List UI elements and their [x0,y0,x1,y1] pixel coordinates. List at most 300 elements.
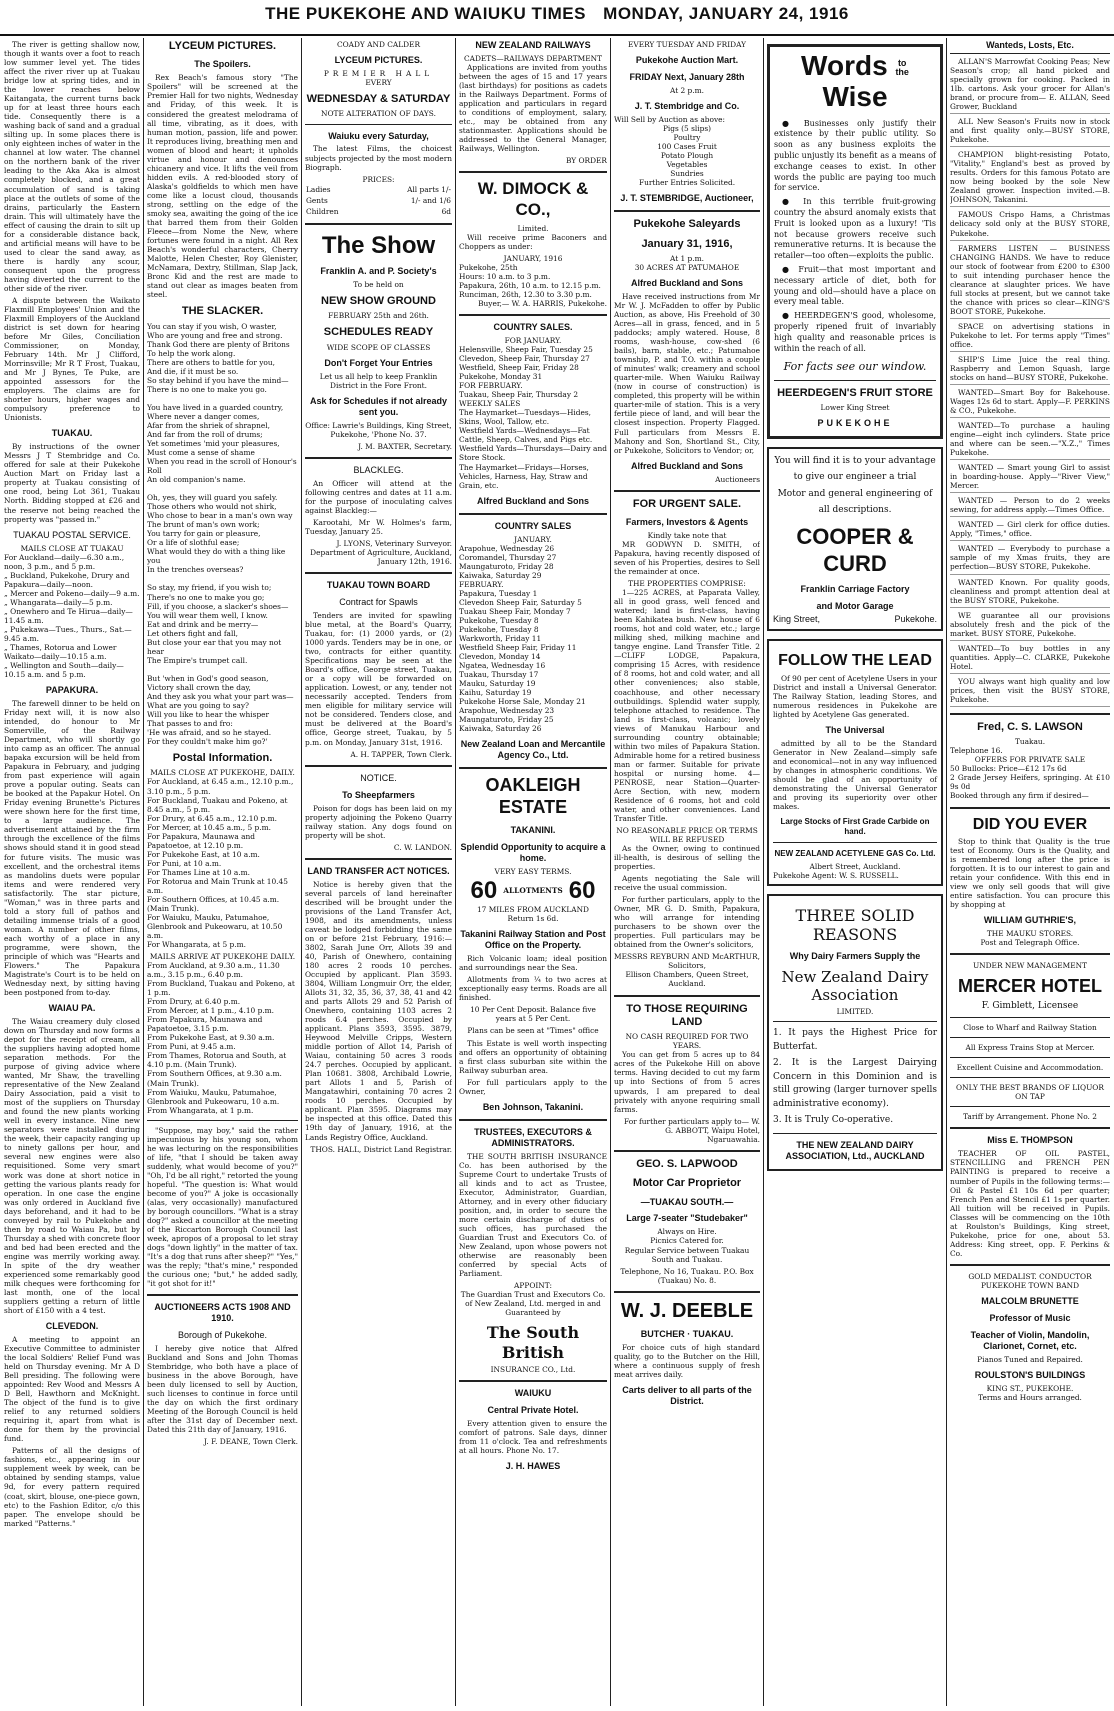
alfred-buckland: Alfred Buckland and Sons [476,495,590,506]
pukekohe-saleyards: Pukekohe Saleyards [633,218,741,231]
three-reasons: THREE SOLID REASONS [795,905,915,945]
country-sales-month: FOR JANUARY. [504,336,562,346]
reason-item: 2. It is the Largest Dairying Concern in this Dominion and is still growing (larger turnover spells administrative economy). [773,1058,937,1109]
heerdegen-store: HEERDEGEN'S FRUIT STORE [777,386,933,399]
heerdegen-address: Lower King Street [820,403,890,413]
signature-deane: J. F. DEANE, Town Clerk. [204,1437,298,1447]
oakleigh-return: Return 1s 6d. [507,914,559,924]
words-to-wise-title: Words to the Wise [801,50,909,112]
brunette: MALCOLM BRUNETTE [981,1295,1079,1306]
classified-ad: SHIP'S Lime Juice the real thing. Raspberry and Lemon Squash, large stocks on hand—BUSY STORE, Pukekohe. [950,355,1110,385]
oakleigh-terms: VERY EASY TERMS. [494,866,572,876]
subheading-borough: Borough of Pukekohe. [177,1330,268,1341]
list-item: From Southern Offices, at 9.30 a.m. (Main Trunk). [147,1069,282,1088]
no-cash: NO CASH REQUIRED FOR TWO YEARS. [625,1032,749,1051]
article-papakura: The farewell dinner to be held on Friday next will, it is now also intended, do honour to Mr Somerville, of the Railway Department, who will shortly go into camp as an officer. The annual bapaka excursion will be held from Papakura in February, and judging from past experience will again prove a popular outing. Seats can be booked at the Papakur Hotel. On Friday evening Brunette's Pictures were shown here for the first time, to a large audience. The advertisement attained by the firm through the excellence of the films shows should stand it in good stead for future visits. The music was excellent, and the orchestral items as mandolins duets were popular items and were rendered very satisfactorily. The star picture, "Woman," was in three parts and told a story full of pathos and detailing immense trials of a good woman. A number of other films, each worthy of a place in any programme, were shown, the principle of which was "Hearts and Flowers." The Papakura Magistrate's Court is to be held on Wednesday next, by sitting having been postponed from to-day. [4,698,140,997]
premier-hall: PREMIER HALL [323,69,434,78]
did-you-ever-text: Stop to think that Quality is the true test of Economy. Ours is the Quality, and is remembered long after the price is forgotten. It is to our interest to gain and retain your confidence. With this end in view we only sell goods that will give entire satisfaction. You can procure this by shopping at [950,837,1110,910]
stembridge: J. T. Stembridge and Co. [634,101,740,111]
note-alteration: NOTE ALTERATION OF DAYS. [321,109,436,119]
saleyards-acres: 30 ACRES AT PATUMAHOE [634,263,740,273]
telephone: Telephone, No 16, Tuakau. P.O. Box (Tuakau) No. 8. [620,1266,754,1285]
list-item: Hours: 10 a.m. to 3 p.m. [459,271,551,281]
list-item: FEBRUARY. [459,579,504,589]
list-item: Vegetables [666,160,708,170]
list-item: Clevedon, Monday 14 [459,651,541,661]
oakleigh-deposit: 10 Per Cent Deposit. Balance five years at 5 Per Cent. [470,1005,596,1024]
no-cash-text: You can get from 5 acres up to 84 acres of the Pukekohe Hill on above terms. Having decided to cut my farm up into Sections of from 5 acres upwards, I am prepared to deal privately with anyone requiring small farms. [614,1050,760,1114]
lawson-items [950,764,1110,800]
poem-line: There is no one to make you go. [147,384,267,394]
facts-window: For facts see our window. [783,360,927,374]
prices-heading: PRICES: [362,174,395,184]
railways-text: Applications are invited from youths between the ages of 15 and 17 years (last birthdays) for positions as cadets in the Railways Department. Forms of application and particulars in regard to conditions of employment, salary, etc., may be obtained from any stationmaster. Applications should be addressed to the General Manager, Railways, Wellington. [459,63,607,154]
poem-line: Will you like to hear the whisper [147,709,270,719]
poem-line: Or a life of slothful ease; [147,538,240,548]
blackleg-text: An Officer will attend at the following centres and dates at 11 a.m. for the purpose of inoculating calves against Blackleg:— [305,478,452,515]
column-local-news [4,40,140,1708]
classified-ad: WE guarantee all our provisions absolutely fresh and the pick of the market. BUSY STORE, Pukekohe. [950,611,1110,641]
subheading-sheepfarmers: To Sheepfarmers [342,789,415,800]
words-to-wise-ad [767,44,943,439]
mauku-stores: THE MAUKU STORES. [986,929,1074,939]
classified-ad: WANTED—To buy bottles in any quantities. Apply—C. CLARKE, Pukekohe Hotel. [950,644,1110,674]
post-office: Post and Telegraph Office. [980,938,1080,948]
thompson: Miss E. THOMPSON [987,1135,1073,1146]
universal: The Universal [825,725,885,736]
column-railways-sales [459,40,607,1708]
motor-car: Motor Car Proprietor [632,1177,742,1190]
poem-line: Where never a danger comes, [147,411,260,421]
paper-title: THE PUKEKOHE AND WAIUKU TIMES [265,4,586,23]
hotel-waiuku: WAIUKU [514,1388,552,1399]
south-british-insurance: INSURANCE CO., Ltd. [490,1365,576,1375]
those-requiring-land: TO THOSE REQUIRING LAND [626,1002,748,1028]
poem-line: Must come a sense of shame [147,448,255,457]
heerdegen-town: PUKEKOHE [817,418,893,429]
cooper-curd-town: Pukekohe. [894,614,937,625]
list-item: Tuakau, Thursday 17 [459,670,539,679]
column-rule [946,38,947,1706]
south-british-name: The South British [486,1323,580,1362]
oakleigh-opportunity: Splendid Opportunity to acquire a home. [460,842,606,863]
oakleigh-plans: Plans can be seen at "Times" office [467,1026,599,1036]
column-rule [143,38,144,1706]
list-item: Westfield, Sheep Fair, Friday 28 [459,363,579,373]
list-item: For Auckland—daily—6.30 a.m., noon, 3 p.m., and 5 p.m. [4,552,125,571]
oakleigh-allotments: Allotments from ¼ to two acres at exceptionally easy terms. Roads are all finished. [459,975,607,1003]
urgent-sale: FOR URGENT SALE. [632,497,742,510]
heading-auctioneers-acts: AUCTIONEERS ACTS 1908 AND 1910. [154,1302,291,1324]
heading-lyceum-pictures: LYCEUM PICTURES. [168,40,277,52]
follow-lead: FOLLOW THE LEAD [778,652,932,670]
list-item: 2 Grade Jersey Heifers, springing. At £10 9s 0d [950,773,1110,792]
list-item: Mauku, Saturday 19 [459,679,536,689]
classified-ad: CHAMPION blight-resisting Potato, "Vitality," England's best as proved by results. Orders for this famous Potato are now being booked by the sole New Zealand grower. Inspection invited.—B. JOHNSON, Takanini. [950,150,1110,207]
bullet-paragraph: ● HEERDEGEN'S good, wholesome, properly ripened fruit of invariably high quality and reasonable prices is within the reach of all. [774,311,936,353]
nzda-limited: LIMITED. [836,1007,874,1017]
list-item: Coromandel, Thursday 27 [459,552,557,562]
heading-nz-railways: NEW ZEALAND RAILWAYS [475,40,591,50]
list-item: From Waiuku, Mauku, Patumahoe, Glenbrook and Pukeowaru, 10 a.m. [147,1087,280,1106]
why-dairy: Why Dairy Farmers Supply the [789,950,921,961]
solicitors: Solicitors, [668,961,706,971]
table-row: Gents 1/- and 1/6 [306,195,451,205]
list-item: Kaiwaka, Saturday 26 [459,724,542,734]
dimock-text: Will receive prime Baconers and Choppers as under: [459,232,607,251]
classified-ad: FARMERS LISTEN — BUSINESS CHANGING HANDS. We have to reduce our stock of footwear from £200 to £300 to suit intending purchaser hence the clearance at slaughter prices. We have full stocks at present, but we cannot take the chance with prices so clear—KING'S BOOT STORE, Pukekohe. [950,244,1110,319]
hall-signature: THOS. HALL, District Land Registrar. [310,1144,452,1154]
list-item: For Whangarata, at 5 p.m. [147,940,246,950]
further-entries: Further Entries Solicited. [638,178,736,188]
best-brands: ONLY THE BEST BRANDS OF LIQUOR ON TAP [956,1083,1104,1102]
professor-music: Professor of Music [989,1312,1071,1323]
heading-country-sales: COUNTRY SALES. [493,322,573,333]
properties-heading: THE PROPERTIES COMPRISE: [628,579,746,589]
reason-item: 3. It is Truly Co-operative. [773,1115,894,1126]
dimock-buyer: Buyer,— W. A. HARRIS, Pukekohe. [478,299,607,309]
auction-mart: Pukekohe Auction Mart. [635,55,739,66]
poem-line: What are you going to say? [147,700,249,710]
agents-text: Agents negotiating the Sale will receive the usual commission. [614,874,760,893]
masthead [0,0,1114,36]
hotel-text: Every attention given to ensure the comfort of patrons. Sale days, dinner from 11 o'clock. Tea and refreshments at all hours. Phone No. 17. [459,1419,607,1456]
heading-tuakau: TUAKAU. [51,428,93,439]
wide-scope: WIDE SCOPE OF CLASSES [326,342,431,352]
list-item: „ Onewhero and Te Hirua—daily—11.45 a.m. [4,606,133,625]
list-tuakau-postal [4,553,140,679]
list-item: From Thames, Rotorua and South, at 4.10 p.m. (Main Trunk). [147,1051,287,1070]
heading-wanteds: Wanteds, Losts, Etc. [950,40,1110,54]
poem-line: Fill, if you choose, a slacker's shoes— [147,601,289,611]
bullet-paragraph: ● Fruit—that most important and necessary article of diet, both for young and old—should have a place on every meal table. [774,264,936,307]
list-item: For Pukekohe East, at 10 a.m. [147,849,260,859]
article-jokes: "Suppose, may boy," said the rather impecunious by his young son, whom he was lecturing on the responsibilities of life, "that I should be taken away suddenly, what would become of you?" "Oh, I'd be all right," retorted the young hopeful. "The question is: What would become of you?" A joke is occasionally (alas, very occasionally) manufactured by borough councillors. "What is a stray dog?" asked a councillor at the meeting of the Riccarton Borough Council last week, apropos of a proposal to let stray dogs "down lightly" in the matter of tax. "It's a dog that runs after sheep?" "Yes," was the reply; "that's mine," responded the curious one; "but," he added sadly, "it got shot for it!" [147,1125,298,1289]
oakleigh-station: Takanini Railway Station and Post Office on the Property. [460,929,606,951]
nzda-auckland: THE NEW ZEALAND DAIRY ASSOCIATION, Ltd., AUCKLAND [785,1139,925,1161]
held-on: To be held on [353,279,404,289]
list-item: For Thames Line at 10 a.m. [147,867,251,877]
list-item: From Buckland, Tuakau and Pokeno, at 1 p.m. [147,979,295,998]
saleyards-time: At 1 p.m. [669,254,704,263]
gimblett: F. Gimblett, Licensee [981,1001,1079,1012]
list-item: Runciman, 26th, 12.30 to 3.30 p.m. [459,290,592,300]
auctioneers-label: Auctioneers [715,474,760,484]
country-sales-list [459,345,607,490]
dimock-schedule [459,263,607,299]
schedules-ready: SCHEDULES READY [323,326,434,339]
list-item: For Buckland, Tuakau and Pokeno, at 8.45 a.m., 5 p.m. [147,795,288,814]
let-us: Let us all help to keep Franklin District in the Fore Front. [319,371,438,390]
list-item: For Mercer, at 10.45 a.m., 5 p.m. [147,822,271,832]
poem-line: Afar from the shriek of shrapnel, [147,420,271,430]
poem-line [147,574,298,583]
column-display-ads [767,40,943,1708]
abbott-text: For further particulars apply to— W. G. ABBOTT, Waipu Hotel, Ngaruawahia. [624,1116,760,1144]
universal-text: admitted by all to be the Standard Generator in New Zealand—simply safe and economical—not in any way influenced by changes in atmospheric conditions. We should be glad of an opportunity of demonstrating the Universal Generator and proving its superiority over other makes. [773,739,937,812]
list-mails-arrive [147,961,298,1115]
heading-papakura: PAPAKURA. [45,685,99,695]
follow-text: Of 90 per cent of Acetylene Users in your District and install a Universal Generator. The Railway Station, leading Stores, and numerous residences in Pukekohe are lighted by Acetylene Gas generated. [773,673,937,720]
heading-blackleg: BLACKLEG. [353,464,404,475]
heading-tuakau-town-board: TUAKAU TOWN BOARD [326,580,431,591]
article-river: The river is getting shallow now, though it wants over a foot to reach low summer level yet. The tides affect the river river up at Tuakau bridge low at spring tides, and in the lower reaches below Kaitangata, the current turns back up for at least three hours each tide. Consequently there is a washing back of sand and a gradual silting up. In some places there is only eighteen inches of water in the channel at low water. The channel on the northern bank of the river leading to the Aka Aka is almost completely blocked, and a great accumulation of sand is taking place at the outlets of some of the drains, particularly the Eastern drain. This will ultimately have the effect of causing the drain to silt up for a considerable distance back, and artificial means will have to be used to clear the sand away, as there is hardly any scour, consequent upon the progress having diverted the current to the other side of the river. [4,40,140,293]
tuakau-south: —TUAKAU SOUTH.— [640,1196,734,1207]
close-wharf: Close to Wharf and Railway Station [963,1023,1097,1033]
appoint-label: APPOINT: [514,1281,552,1291]
heading-spoilers: The Spoilers. [194,59,251,70]
list-item: The Haymarket—Fridays—Horses, Vehicles, Harness, Hay, Straw and Grain, etc. [459,462,589,490]
poem-line: 'He was afraid, and so he stayed. [147,727,272,737]
list-item: Warkworth, Friday 11 [459,633,542,643]
poem-line: Oh, yes, they will guard you safely. [147,493,278,503]
list-item: Helensville, Sheep Fair, Tuesday 25 [459,345,593,355]
the-show-title: The Show [321,231,436,259]
list-item: For Puni, at 10 a.m. [147,858,222,868]
lawson-offers: OFFERS FOR PRIVATE SALE [974,755,1086,765]
poem-line: And far from the roll of drums; [147,429,263,439]
dimock-title: W. DIMOCK & CO., [477,179,589,220]
country-sales-2-month: JANUARY. [514,534,552,544]
oakleigh-owner: Ben Johnson, Takanini. [482,1101,584,1112]
list-item: Arapohue, Wednesday 26 [459,543,555,553]
list-item: Clevedon, Sheep Fair, Thursday 27 [459,354,590,364]
terms-hours: Terms and Hours arranged. [978,1392,1082,1402]
poem-line: You can stay if you wish, O waster, [147,321,277,331]
allotments-word: ALLOTMENTS [503,886,563,896]
tapper-signature: A. H. TAPPER, Town Clerk. [350,749,452,759]
by-order: BY ORDER [565,156,607,166]
poem-line: When you read in the scroll of Honour's Roll [147,457,297,476]
studebaker: Large 7-seater "Studebaker" [626,1213,748,1224]
poem-line: Let others fight and fall, [147,628,239,638]
further-particulars: For further particulars, apply to the Owner, MR G. D. Smith, Papakura, who will arrange for intending purchasers to be shown over the properties. Full particulars may be obtained from the Owner's solicitors, [614,895,760,950]
every-label: EVERY [365,78,392,88]
list-item: Poultry [673,133,701,143]
land-transfer-text: Notice is hereby given that the several parcels of land hereinafter described will be brought under the provisions of the Land Transfer Act, 1908, and its amendments, unless caveat be lodged forbidding the same on or before 21st February, 1916:— 3802, Sarah June Orr, Allots 39 and 40, Parish of Onewhero, containing 180 acres 2 roods 10 perches. Occupied by applicant. Plan 3593. 3804, William Longmuir Orr, the elder, Allots 31, 32, 35, 36, 37, 38, 41 and 42 and parts Allots 29 and 52 Parish of Onewhero, containing 1103 acres 2 roods 6.4 perches. Occupied by applicant. Plans 3593, 3595. 3879, Heywood Melville Cripps, Western middle portion of Allot 14, Parish of Waiau, containing 50 acres 3 roods 24.7 perches. Occupied by applicant. Plan 10681. 3808, Archibald Lowrie, part Allots 1 and 5, Parish of Mangatawhiri, containing 70 acres 2 roods 10 perches. Occupied by applicant. Plan 3595. Diagrams may be inspected at this office. Dated this 19th day of January, 1916, at the Lands Registry Office, Auckland. [305,879,452,1142]
hawes-name: J. H. HAWES [505,1461,561,1472]
nz-acetylene-address: Albert Street, Auckland. [809,861,901,871]
poem-line: Victory shall crown the day, [147,682,251,692]
cooper-curd-factory: Franklin Carriage Factory [800,583,910,594]
list-item: 100 Cases Fruit [657,142,717,152]
column-rule [455,38,456,1706]
poem-line: Yet sometimes 'mid your pleasures, [147,438,280,448]
oakleigh-miles: 17 MILES FROM AUCKLAND [476,905,589,915]
guardian-text: The Guardian Trust and Executors Co. of New Zealand, Ltd. merged in and Guaranteed by [460,1290,606,1318]
regular-service: Regular Service between Tuakau South and Tuakau. [624,1245,750,1264]
baxter-signature: J. M. BAXTER, Secretary. [358,441,452,451]
cooper-curd-garage: and Motor Garage [816,600,894,611]
reyburn: MESSRS REYBURN AND McARTHUR, [614,952,760,962]
poem-line: You will wear them well, I know. [147,610,268,620]
list-item: „ Whangarata—daily—5 p.m. [4,597,113,607]
tenders-text: Tenders are invited for spawling blue metal, at the Board's Quarry, Tuakau, for: (1) 2000 yards, or (2) 1000 yards. Tenders may be in one, or two, contracts for either quantity. Specifications may be seen at the Board's office, George street, Tuakau, or a copy will be forwarded on application. Lowest, or any, tender not necessarily accepted. Tenders from men eligible for military service will not be considered. Tenders close, and must be delivered at the Board's office, George street, Tuakau, by 5 p.m. on Monday, January 31st, 1916. [305,611,452,747]
pianos-tuned: Pianos Tuned and Repaired. [977,1354,1083,1364]
poem-line: But 'when in God's good season, [147,673,269,683]
list-item: Sundries [670,169,704,179]
acetylene-ad [767,639,943,885]
south-british-text: THE SOUTH BRITISH INSURANCE Co. has been authorised by the Supreme Court to undertake Trusts of all kinds and to act as Trustee, Executor, Administrator, Guardian, Attorney, and in every other fiduciary position, and, in order to secure the more certain discharge of duties of such offices, has purchased the Guardian Trust and Executors Co. of New Zealand, upon whose powers not otherwise are reasonably been conferred by special Acts of Parliament. [459,1151,607,1279]
classified-ad: ALL New Season's Fruits now in stock and first quality only.—BUSY STORE, Pukekohe. [950,117,1110,147]
cooper-curd-street: King Street, [773,614,821,625]
classified-list [950,57,1110,707]
bullet-paragraph: ● In this terrible fruit-growing country the absurd anomaly exists that Fruit is looked upon as a luxury! 'Tis not because growers receive such remunerative returns. It is because the retailer—too often—exploits the public. [774,197,936,261]
poem-line: An old companion's name. [147,475,246,485]
classified-ad: WANTED Known. For quality goods, cleanliness and prompt attention deal at the BUSY STORE, Pukekohe. [950,578,1110,608]
ask-schedules: Ask for Schedules if not already sent you. [309,395,448,417]
table-row: Children 6d [306,206,451,216]
stembridge-auctioneer: J. T. STEMBRIDGE, Auctioneer, [620,193,754,204]
list-item: Westfield Yards—Thursdays—Dairy and Store Stock. [459,444,607,463]
lawson-telephone: Telephone 16. [950,746,1003,756]
list-item: For Southern Offices, at 10.45 a.m. (Main Trunk). [147,894,280,913]
show-dates: FEBRUARY 25th and 26th. [328,311,429,321]
heading-trustees: TRUSTEES, EXECUTORS & ADMINISTRATORS. [474,1126,592,1148]
thompson-text: TEACHER OF OIL PASTEL, STENCILLING and FRENCH PEN PAINTING is prepared to receive a number of Pupils in the following terms:—Oil & Pastel £1 10s 6d per quarter; French Pen and Stencil £1 1s per quarter. All tuition will be received in Pupils. Classes will be commencing on the 10th at Roulston's Buildings, King street, Pukekohe, price for one, about 53. Address: King street, opp. F. Perkins & Co. [950,1149,1110,1258]
list-item: „ Wellington and South—daily—10.15 a.m. and 5 p.m. [4,660,124,679]
subheading-mails-close: MAILS CLOSE AT PUKEKOHE, DAILY. [150,768,295,778]
notice-text: Poison for dogs has been laid on my property adjoining the Pokeno Quarry railway station. Any dogs found on property will be shot. [305,803,452,840]
lyons-signature: J. LYONS, Veterinary Surveyor. Department of Agriculture, Auckland, January 12th, 1916. [310,539,452,567]
classified-ad: WANTED — Person to do 2 weeks sewing, for address apply.—Times Office. [950,496,1110,517]
poem-line [147,484,298,493]
tariff: Tariff by Arrangement. Phone No. 2 [963,1112,1097,1122]
properties-text: 1—225 ACRES, at Paparata Valley, all in good grass, well fenced and watered; land is first-class, having been Kahikatea bush. New house of 6 rooms, hot and cold water, etc.; large milking shed, milking machine and tangye engine. Land Transfer Title. 2—CLIFF LODGE, Papakura, comprising 15 Acres, with residence of 8 rooms, hot and cold water, and all other conveniences; also stable, coachhouse, and other necessary outbuildings. Splendid water supply, telephone attached to residence. The land is first-class, volcanic; lovely views of Manukau Harbour and surrounding country obtainable; within two miles of Papakura Station. Admirable home for a retired business man or farmer. Suitable for private hospital or nursing home. 4—PENROSE, near Station—Quarter-Acre Section, with new, modern Residence of 6 rooms, hot and cold water, and other conveniences. Land Transfer Title. [614,588,760,823]
list-item: Potato Plough [660,151,714,161]
guthrie: WILLIAM GUTHRIE'S, [983,915,1077,926]
list-item: Pukekohe, Tuesday 8 [459,624,539,634]
list-item: Tuakau Sheep Fair, Monday 7 [459,606,571,616]
notice-auctioneers: I hereby give notice that Alfred Buckland and Sons and John Thomas Stembridge, who both have a place of business in the above Borough, have been duly licensed to sell by Auction, such licenses to continue in force until the day on which the first ordinary Meeting of the Borough Council is held after the 31st day of December next. Dated this 21th day of January, 1916. [147,1344,298,1435]
ellison: Ellison Chambers, Queen Street, Auckland. [625,970,749,989]
article-spoilers: Rex Beach's famous story "The Spoilers" will be screened at the Premier Hall for two nights, Wednesday and Friday, of this week. It is considered the greatest melodrama of all time, vibrating, as it does, with human motion, passion, life and power. It reproduces living, breathing men and women of blood and heart; it upholds virtue and honour and denounces chicanery and vice. It lifts the veil from hidden evils. A red-blooded story of Alaska's goldfields to which men have come like a locust cloud, thousands strong, settling on the edge of the smoky sea, awaiting the going of the ice that barred them from their Golden Fleece—from Nome the New, where fortunes were found in a night. All Rex Beach's wonderful characters, Cherry Malotte, Helen Chester, Roy Glenister, McNamara, Dextry, Stillman, Slap Jack, Bronc Kid and the rest are made to stand out clear as images beaten from steel. [147,73,298,300]
list-item: Kaihu, Saturday 19 [459,688,532,698]
list-item: Arapohue, Wednesday 23 [459,706,555,716]
list-item: From Drury, at 6.40 p.m. [147,997,241,1007]
list-item: „ Pukekawa—Tues., Thurs., Sat.—9.45 a.m. [4,624,132,643]
list-item: Pukekohe Horse Sale, Monday 21 [459,697,586,707]
list-item: Pukekohe, Tuesday 8 [459,615,539,625]
poem-line: The Empire's trumpet call. [147,655,248,665]
blackleg-location: Karootahi, Mr W. Holmes's farm, Tuesday, January 25. [305,517,452,537]
list-item: Clevedon Sheep Fair, Saturday 5 [459,597,582,607]
list-item: Kaiwaka, Saturday 29 [459,570,542,580]
article-dispute: A dispute between the Waikato Flaxmill Employees' Union and the Flaxmill Employers of the Auckland district is set down for hearing before Mr Giles, Conciliation Commissioner, on Monday, February 14th. Mr J Clifford, Morrinsville; Mr R T Frost, Tuakau, and Mr J Bynes, Te Puke, are appointed assessors for the employers. The claims are for shorter hours, higher wages and compulsory preference to Unionists. [4,295,140,423]
column-rule [610,38,611,1706]
list-item: For Drury, at 6.45 a.m., 12.10 p.m. [147,813,277,823]
list-item: For Papakura, Maunawa and Papatoetoe, at 12.10 p.m. [147,831,255,850]
list-item: Westfield Sheep Fair, Friday 11 [459,642,577,652]
carts-deliver: Carts deliver to all parts of the District. [622,1385,752,1407]
list-mails-close [147,777,298,949]
list-item: Maungaturoto, Friday 25 [459,715,554,725]
poem-line: There's no one to make you go; [147,592,265,602]
poem-line: For they couldn't make him go?' [147,737,268,746]
classified-ad: WANTED — Girl clerk for office duties. Apply, "Times," office. [950,520,1110,541]
heading-tuakau-postal: TUAKAU POSTAL SERVICE. [13,529,131,540]
poem-line: In the trenches overseas? [147,565,244,575]
heading-land-transfer: LAND TRANSFER ACT NOTICES. [307,865,450,876]
list-item: Westfield Yards—Wednesdays—Fat Cattle, Sheep, Calves, and Pigs etc. [459,426,593,445]
coady-calder: COADY AND CALDER [336,40,421,49]
did-you-ever: DID YOU EVER [972,815,1088,833]
nz-loan-mercantile: New Zealand Loan and Mercantile Agency Co., Ltd. [460,739,606,761]
list-item: Pukekohe, 25th [459,262,518,272]
always-hire: Always on Hire. [657,1227,717,1237]
deeble: W. J. DEEBLE [620,1299,754,1322]
list-item: Pigs (5 slips) [662,124,712,133]
list-item: Ngatea, Wednesday 16 [459,660,546,670]
classified-ad: WANTED — Everybody to purchase a sample of my Xmas fruits, they are perfection—BUSY STORE, Pukekohe. [950,544,1110,574]
allotments-number: 60 [470,877,498,904]
express-trains: All Express Trains Stop at Mercer. [965,1043,1095,1053]
column-auctions [614,40,760,1708]
country-sales-2-list [459,544,607,734]
poem-line: The brunt of man's own work; [147,520,260,530]
classified-ad: FAMOUS Crispo Hams, a Christmas delicacy sold only at the BUSY STORE, Pukekohe. [950,210,1110,240]
list-item: Papakura, 26th, 10 a.m. to 12.15 p.m. [459,281,601,290]
waiuku-saturday: Waiuku every Saturday, [328,130,429,141]
saleyards-buckland-2: Alfred Buckland and Sons [630,460,744,471]
friday-time: At 2 p.m. [669,85,704,95]
nz-acetylene-agent: Pukekohe Agent: W. S. RUSSELL. [773,870,899,880]
poem-line: What would they do with a thing like you [147,547,286,566]
column-rule [301,38,302,1706]
column-rule [763,38,764,1706]
list-item: From Puni, at 9.45 a.m. [147,1042,236,1052]
list-item: Papakura, Tuesday 1 [459,588,538,598]
list-item: „ Mercer and Pokeno—daily—9 a.m. [4,588,140,598]
oakleigh-estate: OAKLEIGH ESTATE [485,775,581,818]
lawson-town: Tuakau. [1014,737,1046,747]
mercer-hotel: MERCER HOTEL [958,976,1102,997]
heading-clevedon: CLEVEDON. [45,1321,99,1331]
heading-notice: NOTICE. [360,772,397,783]
heading-country-sales-2: COUNTRY SALES [494,520,572,531]
subheading-mails-arrive: MAILS ARRIVE AT PUKEKOHE DAILY. [149,952,296,962]
poem-line [147,394,298,403]
list-item: Booked through any firm if desired— [950,791,1089,801]
stembridge-items [614,124,760,178]
poem-line: Who chose to bear in a man's own way [147,511,293,521]
list-item: „ Thames, Rotorua and Lower Waikato—daily—10.15 a.m. [4,642,117,661]
article-waiau-pa: The Waiau creamery duly closed down on Thursday and now forms a depot for the receipt of cream, all the suppliers having adopted home separation methods. For the purpose of giving advice where wanted, Mr Shaw, the travelling representative of the New Zealand Dairy Association, paid a visit to most of the suppliers on Thursday and found the new plants working well in every instance. Nine new separators were installed during the week, their capacity ranging up to ninety gallons per hour, and several new engines were also requisitioned. Some very smart work was done at short notice in getting the various plants ready for operation. In one case the engine was only ordered in Auckland five days beforehand, and it had to be conveyed by rail to Pukekohe and then by road to Waiau Pa, but by Thursday a shed with concrete floor and bed had been erected and the engine was merrily working away. In spite of the dry weather experienced some remarkably good milk cheques were forthcoming for last month, one of the local suppliers getting a return of little short of £150 with a 4 test. [4,1016,140,1315]
poem-line: Those others who would not shirk, [147,502,277,512]
cooper-curd-motor: Motor and general engineering of all descriptions. [777,488,933,515]
list-item: „ Buckland, Pukekohe, Drury and Papakura—daily—noon. [4,570,130,589]
new-management: UNDER NEW MANAGEMENT [972,961,1088,971]
issue-date: MONDAY, JANUARY 24, 1916 [603,4,849,23]
poem-line: You have lived in a guarded country, [147,402,284,412]
classified-ad: YOU always want high quality and low prices, then visit the BUSY STORE, Pukekohe. [950,677,1110,707]
saleyards-text: Have received instructions from Mr Mr W. J. McFadden to offer by Public Auction, as above, His Freehold of 30 Acres—all in grass, fenced, and in 5 paddocks; amply watered. House, 8 rooms, wash-house, cow-shed (6 bails), barn, stable, etc.; Patumahoe township, P. and T.O. within a couple of minutes' walk; creamery and school quarter-mile. When Waiuku Railway (now in course of construction) is completed, this property will be within quarter-mile of station. This is a very fertile piece of land, and will bear the closest inspection. Property Flagged. Full particulars from Messrs E. Mahony and Son, Shortland St., City, or Pukekohe, Solicitors to Vendor; or, [614,292,760,455]
poem-line: And die, if it must be so. [147,366,239,376]
lawson-name: Fred, C. S. LAWSON [977,720,1083,733]
poem-line: To help the work along. [147,348,236,358]
classified-ad: WANTED — Smart young Girl to assist in boarding-house. Apply—"River View," Mercer. [950,463,1110,493]
poem-line: And they ask you what your part was— [147,691,294,701]
stembridge-text: Will Sell by Auction as above: [614,114,725,124]
picnics: Picnics Catered for. [650,1236,724,1246]
poem-line: That passes to and fro: [147,718,233,728]
column-show [305,40,452,1708]
dimock-date: JANUARY, 1916 [503,253,563,263]
poem-line: You tarry for gain or pleasure, [147,529,261,539]
landon-signature: C. W. LANDON. [393,842,452,852]
oakleigh-particulars: For full particulars apply to the Owner, [459,1077,607,1096]
owner-text: As the Owner, owing to continued ill-health, is desirous of selling the properties. [614,844,760,872]
